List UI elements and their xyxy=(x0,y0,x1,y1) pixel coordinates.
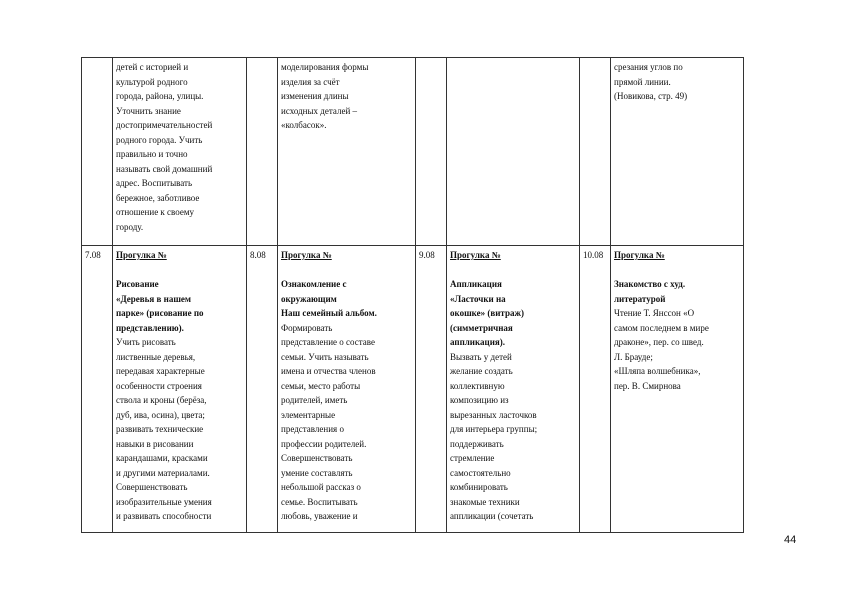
text-line: Вызвать у детей xyxy=(450,351,512,362)
activity-title-line: «Деревья в нашем xyxy=(116,293,192,304)
text-line: желание создать xyxy=(450,366,513,376)
text-line: называть свой домашний xyxy=(116,163,213,174)
activity-title-line: Знакомство с худ. xyxy=(614,279,686,289)
text-line: адрес. Воспитывать xyxy=(116,178,193,188)
text-line: передавая характерные xyxy=(116,366,205,376)
text-line: имена и отчества членов xyxy=(281,366,376,376)
text-line: небольшой рассказ о xyxy=(281,482,361,492)
activity-title-line: Наш семейный альбом. xyxy=(281,308,377,318)
text-line: дуб, ива, осина), цвета; xyxy=(116,409,205,420)
spacer xyxy=(450,263,576,278)
text-line: Совершенствовать xyxy=(281,453,353,463)
text-line: лиственные деревья, xyxy=(116,351,196,362)
text-line: комбинировать xyxy=(450,482,508,492)
date-cell: 9.08 xyxy=(416,246,447,533)
walk-heading: Прогулка № xyxy=(116,250,167,260)
activity-title-line: парке» (рисование по xyxy=(116,308,204,318)
text-line: драконе», пер. со швед. xyxy=(614,337,704,347)
activity-title-line: аппликация). xyxy=(450,337,506,347)
text-line: родного города. Учить xyxy=(116,134,203,145)
text-line: детей с историей и xyxy=(116,62,189,72)
text-line: семьи, место работы xyxy=(281,380,361,391)
activity-cell-empty xyxy=(447,58,580,246)
date-cell-empty xyxy=(580,58,611,246)
text-line: правильно и точно xyxy=(116,149,188,159)
text-line: самом последнем в мире xyxy=(614,322,709,333)
text-line: особенности строения xyxy=(116,380,202,391)
text-line: семье. Воспитывать xyxy=(281,496,358,507)
walk-heading: Прогулка № xyxy=(281,250,332,260)
activity-cell xyxy=(447,246,580,533)
text-line: Чтение Т. Янссон «О xyxy=(614,308,695,318)
activity-title-line: окружающим xyxy=(281,293,337,304)
activity-title-line: Ознакомление с xyxy=(281,279,347,289)
activity-title-line: (симметричная xyxy=(450,322,513,333)
text-line: города, района, улицы. xyxy=(116,91,204,101)
text-line: прямой линии. xyxy=(614,76,671,87)
text-line: элементарные xyxy=(281,409,336,420)
text-line: отношение к своему xyxy=(116,207,195,217)
activity-title-line: Рисование xyxy=(116,279,159,289)
walk-heading: Прогулка № xyxy=(450,250,501,260)
text-line: Учить рисовать xyxy=(116,337,176,347)
text-line: и другими материалами. xyxy=(116,467,210,478)
spacer xyxy=(116,263,243,278)
activity-title-line: окошке» (витраж) xyxy=(450,308,524,318)
activity-cell xyxy=(113,58,247,246)
text-line: Л. Брауде; xyxy=(614,351,653,362)
spacer xyxy=(614,263,740,278)
text-line: достопримечательностей xyxy=(116,120,213,130)
text-line: поддерживать xyxy=(450,438,504,449)
text-line: городу. xyxy=(116,221,144,232)
date-cell-empty xyxy=(82,58,113,246)
date-cell: 10.08 xyxy=(580,246,611,533)
text-line: композицию из xyxy=(450,395,509,405)
text-line: и развивать способности xyxy=(116,511,212,521)
text-line: изобразительные умения xyxy=(116,496,212,507)
text-line: представление о составе xyxy=(281,337,375,347)
text-line: профессии родителей. xyxy=(281,438,367,449)
text-line: для интерьера группы; xyxy=(450,424,538,434)
text-line: Совершенствовать xyxy=(116,482,188,492)
text-line: (Новикова, стр. 49) xyxy=(614,91,688,101)
text-line: стремление xyxy=(450,453,495,463)
page-number: 44 xyxy=(784,534,797,546)
text-line: карандашами, красками xyxy=(116,453,208,463)
text-line: исходных деталей – xyxy=(281,105,358,116)
text-line: моделирования формы xyxy=(281,62,369,72)
text-line: Формировать xyxy=(281,322,333,333)
text-line: срезания углов по xyxy=(614,62,683,72)
walk-heading: Прогулка № xyxy=(614,250,665,260)
activity-cell xyxy=(278,58,416,246)
activity-title-line: представлению). xyxy=(116,322,184,333)
text-line: самостоятельно xyxy=(450,467,511,478)
text-line: изменения длины xyxy=(281,91,349,101)
date-cell: 8.08 xyxy=(247,246,278,533)
text-line: семьи. Учить называть xyxy=(281,351,369,362)
date-cell-empty xyxy=(416,58,447,246)
activity-title-line: Аппликация xyxy=(450,279,502,289)
activity-cell xyxy=(278,246,416,533)
text-line: умение составлять xyxy=(281,467,353,478)
text-line: коллективную xyxy=(450,380,505,391)
text-line: «колбасок». xyxy=(281,120,327,130)
activity-title-line: литературой xyxy=(614,293,666,304)
text-line: представления о xyxy=(281,424,344,434)
text-line: «Шляпа волшебника», xyxy=(614,366,701,376)
text-line: культурой родного xyxy=(116,76,188,87)
text-line: вырезанных ласточков xyxy=(450,409,537,420)
spacer xyxy=(281,263,412,278)
table-row xyxy=(82,58,744,246)
text-line: Уточнить знание xyxy=(116,105,181,116)
text-line: развивать технические xyxy=(116,424,204,434)
activity-cell xyxy=(611,58,744,246)
text-line: ствола и кроны (берёза, xyxy=(116,395,207,405)
lesson-plan-table xyxy=(81,57,744,533)
text-line: любовь, уважение и xyxy=(281,511,358,521)
text-line: навыки в рисовании xyxy=(116,438,194,449)
text-line: бережное, заботливое xyxy=(116,192,200,203)
table-row xyxy=(82,246,744,533)
activity-cell xyxy=(113,246,247,533)
text-line: родителей, иметь xyxy=(281,395,348,405)
text-line: изделия за счёт xyxy=(281,76,340,87)
date-cell: 7.08 xyxy=(82,246,113,533)
text-line: пер. В. Смирнова xyxy=(614,380,681,391)
activity-cell xyxy=(611,246,744,533)
text-line: аппликации (сочетать xyxy=(450,511,534,521)
date-cell-empty xyxy=(247,58,278,246)
activity-title-line: «Ласточки на xyxy=(450,293,506,304)
text-line: знакомые техники xyxy=(450,496,520,507)
